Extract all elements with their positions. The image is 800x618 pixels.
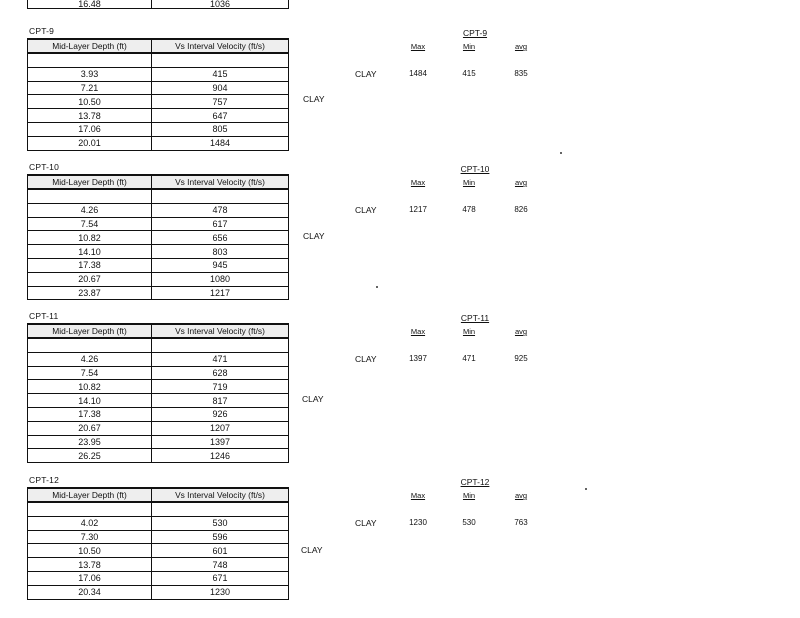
max-value: 1484 (409, 69, 427, 78)
stats-title: CPT-11 (460, 313, 490, 323)
depth-header: Mid-Layer Depth (ft) (28, 175, 152, 189)
stats-title: CPT-9 (462, 28, 488, 38)
table-row: 3.93 415 (28, 67, 289, 81)
table-title: CPT-9 (29, 26, 55, 36)
table-row: 20.67 1207 (28, 421, 289, 435)
table-row: 7.30 596 (28, 530, 289, 544)
table-row: 20.67 1080 (28, 272, 289, 286)
scan-speck (585, 488, 587, 490)
depth-header: Mid-Layer Depth (ft) (28, 39, 152, 53)
depth-cell: 16.48 (28, 0, 152, 9)
min-value: 471 (462, 354, 476, 363)
table-row: 10.82 719 (28, 380, 289, 394)
table-row: 7.54 628 (28, 366, 289, 380)
velocity-header: Vs Interval Velocity (ft/s) (152, 39, 289, 53)
table-row: 20.34 1230 (28, 585, 289, 599)
cpt-12-table-block (27, 475, 289, 600)
max-label: Max (410, 178, 426, 187)
soil-type: CLAY (355, 69, 377, 79)
velocity-table (27, 38, 289, 151)
stats-title: CPT-12 (460, 477, 490, 487)
table-row: 4.26 471 (28, 352, 289, 366)
avg-value: 826 (514, 205, 528, 214)
table-row: 20.01 1484 (28, 136, 289, 150)
table-row: 10.50 601 (28, 544, 289, 558)
min-label: Min (462, 42, 476, 51)
avg-value: 763 (514, 518, 528, 527)
depth-header: Mid-Layer Depth (ft) (28, 324, 152, 338)
table-row: 23.87 1217 (28, 286, 289, 300)
soil-type: CLAY (355, 518, 377, 528)
table-row: 17.06 805 (28, 122, 289, 136)
min-value: 478 (462, 205, 476, 214)
table-row (28, 338, 289, 352)
soil-label: CLAY (303, 94, 325, 104)
max-label: Max (410, 491, 426, 500)
table-row: 10.82 656 (28, 231, 289, 245)
table-title: CPT-10 (29, 162, 60, 172)
min-label: Min (462, 178, 476, 187)
max-value: 1397 (409, 354, 427, 363)
table-row (28, 502, 289, 516)
table-row: 7.21 904 (28, 81, 289, 95)
table-row: 13.78 647 (28, 109, 289, 123)
scan-speck (560, 152, 562, 154)
avg-value: 835 (514, 69, 528, 78)
table-title: CPT-12 (29, 475, 60, 485)
max-label: Max (410, 42, 426, 51)
velocity-table (27, 323, 289, 463)
table-row: 13.78 748 (28, 558, 289, 572)
min-label: Min (462, 491, 476, 500)
table-row: 26.25 1246 (28, 449, 289, 463)
min-label: Min (462, 327, 476, 336)
table-row: 7.54 617 (28, 217, 289, 231)
velocity-table (27, 487, 289, 600)
avg-label: avg (514, 327, 528, 336)
cpt-9-table-block (27, 26, 289, 151)
table-row (28, 53, 289, 67)
velocity-table (27, 174, 289, 300)
soil-label: CLAY (303, 231, 325, 241)
cpt-11-table-block (27, 311, 289, 463)
max-value: 1230 (409, 518, 427, 527)
scan-speck (376, 286, 378, 288)
avg-label: avg (514, 178, 528, 187)
soil-type: CLAY (355, 205, 377, 215)
table-title: CPT-11 (29, 311, 59, 321)
table-header-row (28, 175, 289, 189)
avg-label: avg (514, 42, 528, 51)
table-row: 23.95 1397 (28, 435, 289, 449)
min-value: 530 (462, 518, 476, 527)
table-row: 4.02 530 (28, 516, 289, 530)
depth-header: Mid-Layer Depth (ft) (28, 488, 152, 502)
table-row (28, 189, 289, 203)
max-value: 1217 (409, 205, 427, 214)
table-row: 4.26 478 (28, 203, 289, 217)
soil-label: CLAY (301, 545, 323, 555)
table-row: 14.10 803 (28, 245, 289, 259)
table-header-row (28, 488, 289, 502)
table-row: 14.10 817 (28, 394, 289, 408)
table-row: 10.50 757 (28, 95, 289, 109)
velocity-header: Vs Interval Velocity (ft/s) (152, 175, 289, 189)
table-row: 17.38 945 (28, 258, 289, 272)
cpt-10-table-block (27, 162, 289, 300)
velocity-header: Vs Interval Velocity (ft/s) (152, 488, 289, 502)
max-label: Max (410, 327, 426, 336)
table-header-row (28, 39, 289, 53)
soil-type: CLAY (355, 354, 377, 364)
table-row: 17.06 671 (28, 571, 289, 585)
avg-value: 925 (514, 354, 528, 363)
table-row (28, 0, 289, 9)
previous-table-fragment (27, 0, 289, 9)
avg-label: avg (514, 491, 528, 500)
velocity-cell: 1036 (152, 0, 289, 9)
soil-label: CLAY (302, 394, 324, 404)
stats-title: CPT-10 (460, 164, 490, 174)
min-value: 415 (462, 69, 476, 78)
table-row: 17.38 926 (28, 407, 289, 421)
table-header-row (28, 324, 289, 338)
velocity-header: Vs Interval Velocity (ft/s) (152, 324, 289, 338)
